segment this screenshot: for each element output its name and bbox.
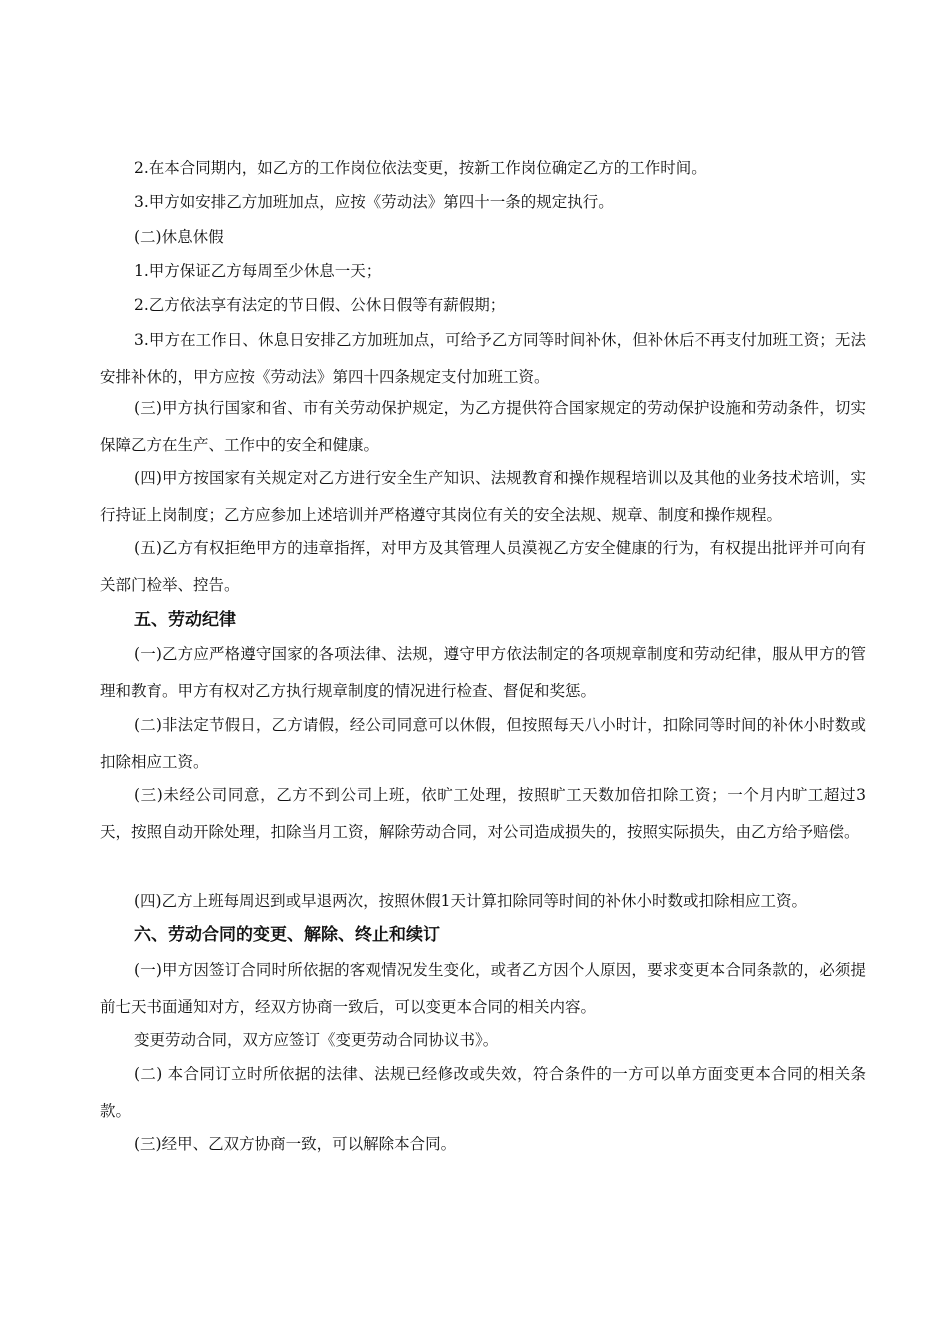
clause-paragraph: (二)非法定节假日，乙方请假，经公司同意可以休假，但按照每天八小时计，扣除同等时间的补休小时数或扣除相应工资。 <box>100 716 866 771</box>
clause-paragraph: 3.甲方在工作日、休息日安排乙方加班加点，可给予乙方同等时间补休，但补休后不再支付加班工资；无法安排补休的，甲方应按《劳动法》第四十四条规定支付加班工资。 <box>100 331 866 386</box>
section-subheading: (二)休息休假 <box>134 228 224 246</box>
section-heading: 五、劳动纪律 <box>134 610 236 630</box>
clause-paragraph: (一)乙方应严格遵守国家的各项法律、法规，遵守甲方依法制定的各项规章制度和劳动纪律，服从甲方的管理和教育。甲方有权对乙方执行规章制度的情况进行检查、督促和奖惩。 <box>100 645 866 700</box>
clause-paragraph: 1.甲方保证乙方每周至少休息一天； <box>134 262 382 280</box>
clause-paragraph: 变更劳动合同，双方应签订《变更劳动合同协议书》。 <box>134 1031 499 1049</box>
clause-paragraph: 3.甲方如安排乙方加班加点，应按《劳动法》第四十一条的规定执行。 <box>134 193 614 211</box>
clause-paragraph: (二) 本合同订立时所依据的法律、法规已经修改或失效，符合条件的一方可以单方面变更本合同的相关条款。 <box>100 1065 866 1120</box>
clause-paragraph: (四)乙方上班每周迟到或早退两次，按照休假1天计算扣除同等时间的补休小时数或扣除相应工资。 <box>134 892 807 910</box>
clause-paragraph: (一)甲方因签订合同时所依据的客观情况发生变化，或者乙方因个人原因，要求变更本合同条款的，必须提前七天书面通知对方，经双方协商一致后，可以变更本合同的相关内容。 <box>100 961 866 1016</box>
clause-paragraph: 2.在本合同期内，如乙方的工作岗位依法变更，按新工作岗位确定乙方的工作时间。 <box>134 159 707 177</box>
clause-paragraph: (三)未经公司同意，乙方不到公司上班，依旷工处理，按照旷工天数加倍扣除工资；一个月内旷工超过3天，按照自动开除处理，扣除当月工资，解除劳动合同，对公司造成损失的，按照实际损失，由乙方给予赔偿。 <box>100 786 866 841</box>
clause-paragraph: (五)乙方有权拒绝甲方的违章指挥，对甲方及其管理人员漠视乙方安全健康的行为，有权提出批评并可向有关部门检举、控告。 <box>100 539 866 594</box>
clause-paragraph: (三)甲方执行国家和省、市有关劳动保护规定，为乙方提供符合国家规定的劳动保护设施和劳动条件，切实保障乙方在生产、工作中的安全和健康。 <box>100 399 866 454</box>
clause-paragraph: (三)经甲、乙双方协商一致，可以解除本合同。 <box>134 1135 457 1153</box>
clause-paragraph: 2.乙方依法享有法定的节日假、公休日假等有薪假期； <box>134 296 506 314</box>
clause-paragraph: (四)甲方按国家有关规定对乙方进行安全生产知识、法规教育和操作规程培训以及其他的业务技术培训，实行持证上岗制度；乙方应参加上述培训并严格遵守其岗位有关的安全法规、规章、制度和操作规程。 <box>100 469 866 524</box>
section-heading: 六、劳动合同的变更、解除、终止和续订 <box>134 925 440 945</box>
